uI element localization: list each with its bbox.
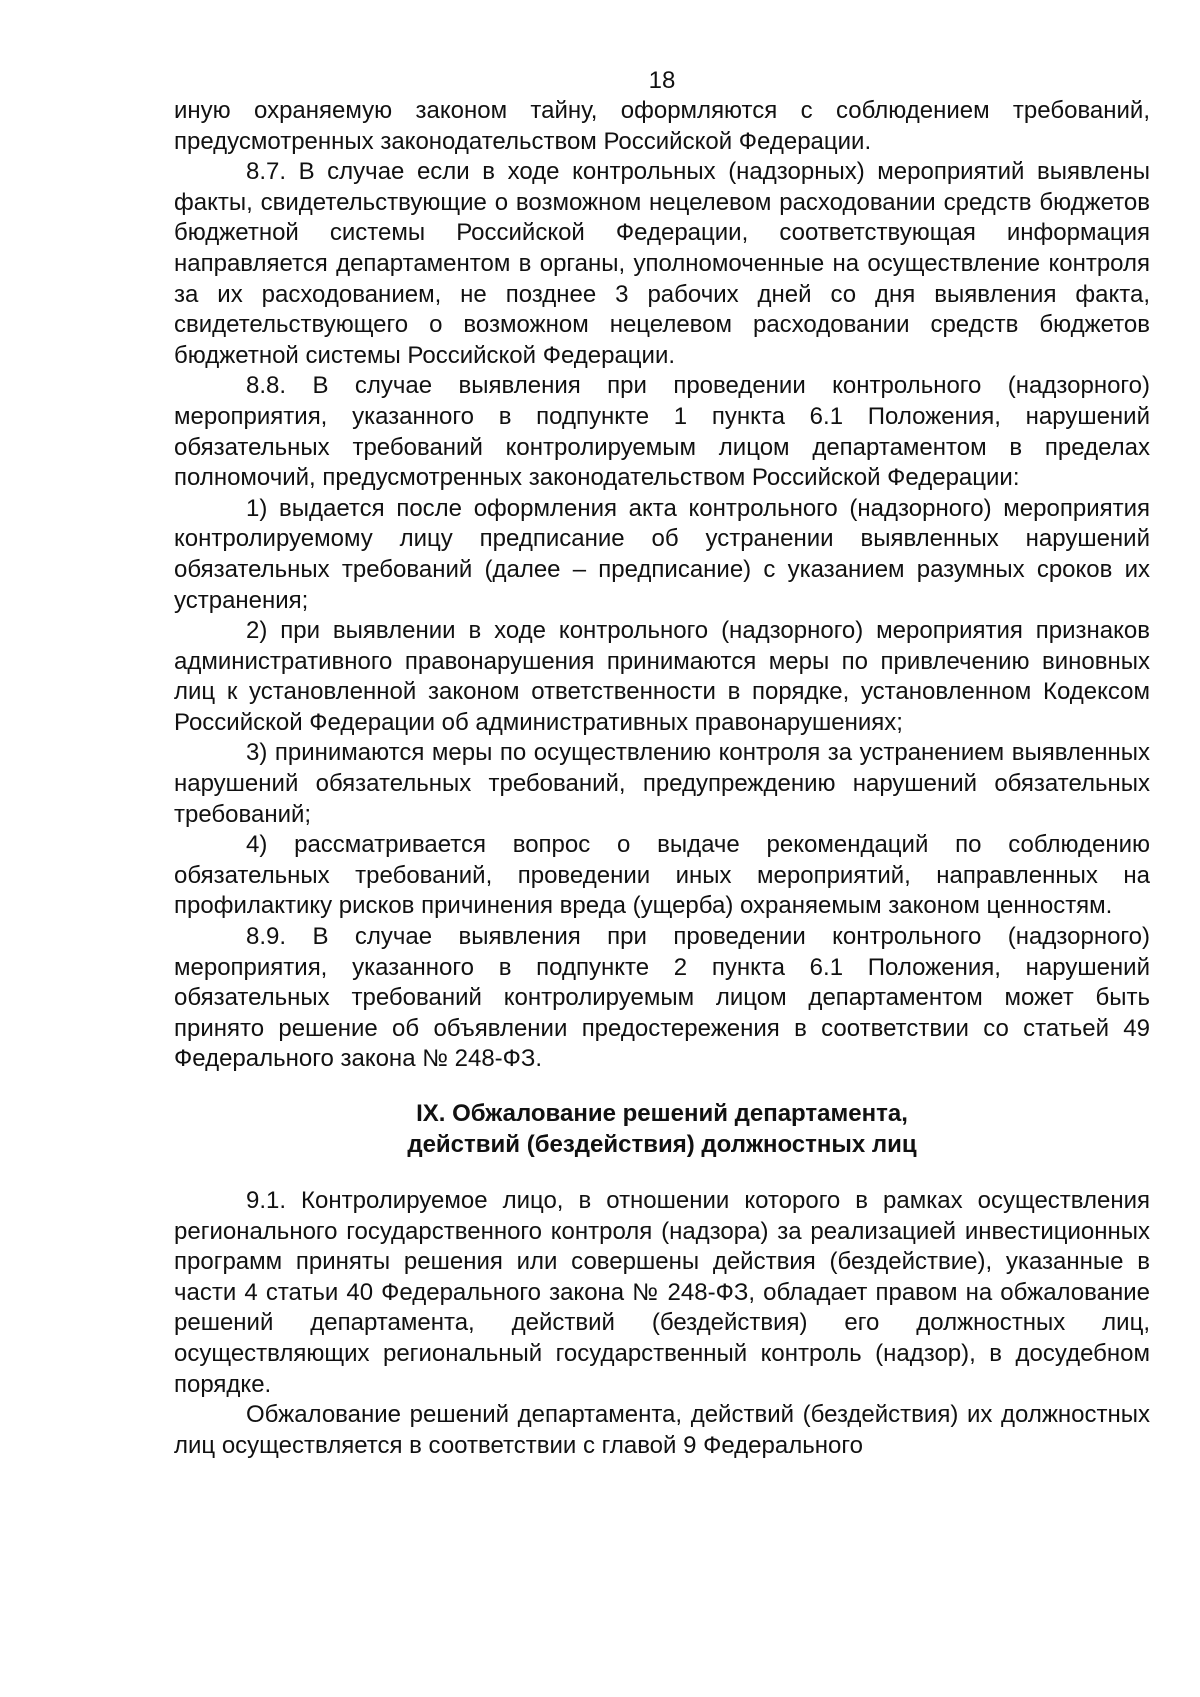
section-heading <box>174 1099 1150 1160</box>
body-text <box>174 96 1150 1461</box>
document-page <box>174 66 1150 1461</box>
paragraph-appeal: Обжалование решений департамента, действий (бездействия) их должностных лиц осуществляется в соответствии с главой 9 Федерального <box>174 1401 1150 1459</box>
list-item-1: 1) выдается после оформления акта контрольного (надзорного) мероприятия контролируемому лицу предписание об устранении выявленных нарушений обязательных требований (далее – предписание) с указанием разумных сроков их устранения; <box>174 494 1150 614</box>
paragraph-8-9: 8.9. В случае выявления при проведении контрольного (надзорного) мероприятия, указанного в подпункте 2 пункта 6.1 Положения, нарушений обязательных требований контролируемым лицом департаментом может быть принято решение об объявлении предостережения в соответствии со статьей 49 Федерального закона № 248-ФЗ. <box>174 923 1150 1073</box>
section-heading-line-1: IX. Обжалование решений департамента, <box>416 1100 908 1127</box>
paragraph-8-8: 8.8. В случае выявления при проведении контрольного (надзорного) мероприятия, указанного в подпункте 1 пункта 6.1 Положения, нарушений обязательных требований контролируемым лицом департаментом в пределах полномочий, предусмотренных законодательством Российской Федерации: <box>174 372 1150 492</box>
paragraph-8-7: 8.7. В случае если в ходе контрольных (надзорных) мероприятий выявлены факты, свидетельствующие о возможном нецелевом расходовании средств бюджетов бюджетной системы Российской Федерации, соответствующая информация направляется департаментом в органы, уполномоченные на осуществление контроля за их расходованием, не позднее 3 рабочих дней со дня выявления факта, свидетельствующего о возможном нецелевом расходовании средств бюджетов бюджетной системы Российской Федерации. <box>174 158 1150 369</box>
list-item-2: 2) при выявлении в ходе контрольного (надзорного) мероприятия признаков административного правонарушения принимаются меры по привлечению виновных лиц к установленной законом ответственности в порядке, установленном Кодексом Российской Федерации об административных правонарушениях; <box>174 617 1150 736</box>
paragraph-continuation: иную охраняемую законом тайну, оформляются с соблюдением требований, предусмотренных законодательством Российской Федерации. <box>174 97 1150 155</box>
section-heading-line-2: действий (бездействия) должностных лиц <box>407 1130 917 1158</box>
list-item-4: 4) рассматривается вопрос о выдаче рекомендаций по соблюдению обязательных требований, проведении иных мероприятий, направленных на профилактику рисков причинения вреда (ущерба) охраняемым законом ценностям. <box>174 831 1150 920</box>
list-item-3: 3) принимаются меры по осуществлению контроля за устранением выявленных нарушений обязательных требований, предупреждению нарушений обязательных требований; <box>174 739 1150 828</box>
page-number: 18 <box>648 67 676 94</box>
paragraph-9-1: 9.1. Контролируемое лицо, в отношении которого в рамках осуществления регионального государственного контроля (надзора) за реализацией инвестиционных программ приняты решения или совершены действия (бездействие), указанные в части 4 статьи 40 Федерального закона № 248-ФЗ, обладает правом на обжалование решений департамента, действий (бездействия) его должностных лиц, осуществляющих региональный государственный контроль (надзор), в досудебном порядке. <box>174 1187 1150 1398</box>
